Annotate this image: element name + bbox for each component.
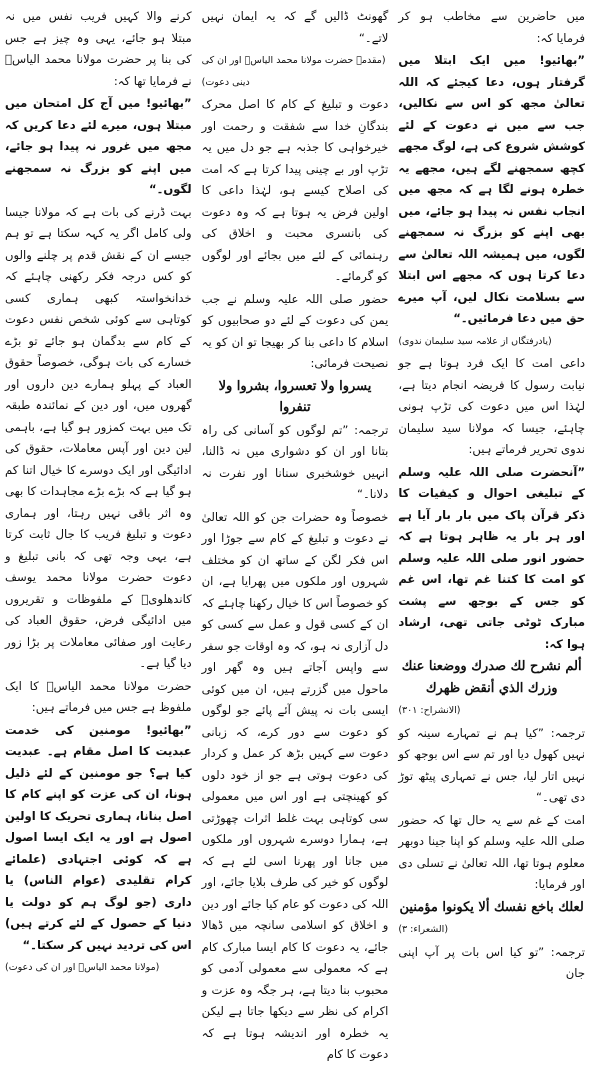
body-paragraph: ترجمہ: ”تم لوگوں کو آسانی کی راہ بتانا اور ان کو دشواری میں نہ ڈالنا، انہیں خوشخبری سنانا اور نفرت نہ دلانا۔“ (201, 422, 389, 501)
body-paragraph: امت کے غم سے یہ حال تھا کہ حضور صلی اللہ علیہ وسلم کو اپنا جینا دوبھر معلوم ہوتا تھا، اللہ تعالیٰ نے تسلی دی اور فرمایا: (398, 812, 585, 891)
column-right (398, 6, 585, 980)
quote-paragraph: ”آنحضرت صلی اللہ علیہ وسلم کے تبلیغی احوال و کیفیات کا ذکر قرآن پاک میں بار بار آیا ہے اور ہر بار یہ ظاہر ہوتا ہے کہ حضور انور صلی اللہ علیہ وسلم کو امت کا کتنا غم تھا، اس غم کو جس کے بوجھ سے پشت مبارک ٹوٹی جاتی تھی، ارشاد ہوا کہ: (398, 464, 585, 651)
body-paragraph: ترجمہ: ”تو کیا اس بات پر آپ اپنی جان (398, 944, 585, 980)
arabic-verse: ألم نشرح لك صدرك ووضعنا عنك وزرك الذي أنقض ظهرك (401, 659, 582, 696)
body-paragraph: ترجمہ: ”کیا ہم نے تمہارے سینہ کو نہیں کھول دیا اور تم سے اس بوجھ کو نہیں اتار لیا، جس نے تمہاری پیٹھ توڑ دی تھی۔“ (398, 725, 585, 804)
citation-reference: (یادرفتگاں از علامہ سید سلیمان ندوی) (398, 335, 552, 347)
body-paragraph: گھونٹ ڈالیں گے کہ یہ ایمان نہیں لاتے۔“ (201, 9, 389, 45)
citation-reference: (الانشراح: ۳۰۱) (398, 705, 461, 716)
body-paragraph: حضور صلی اللہ علیہ وسلم نے جب یمن کی دعوت کے لئے دو صحابیوں کو اسلام کا داعی بنا کر بھیجا تو ان کو یہ نصیحت فرمائی: (201, 291, 389, 370)
quote-paragraph: ”بھائیو! میں ایک ابتلا میں گرفتار ہوں، دعا کیجئے کہ اللہ تعالیٰ مجھ کو اس سے نکالیں، جب سے میں نے دعوت کے لئے کوشش شروع کی ہے، لوگ مجھے کچھ سمجھنے لگے ہیں، مجھے یہ خطرہ ہونے لگا ہے کہ مجھ میں انجاب نفس نہ پیدا ہو جائے، میں بھی اپنے کو بزرگ نہ سمجھنے لگوں، میں ہمیشہ اللہ تعالیٰ سے دعا کرتا ہوں کہ مجھے اس ابتلا سے بسلامت نکال لیں، آپ میرے حق میں دعا فرمائیں۔“ (398, 53, 585, 325)
column-left (4, 6, 192, 973)
body-paragraph: حضرت مولانا محمد الیاسؒ کا ایک ملفوظ ہے جس میں فرماتے ہیں: (4, 678, 192, 714)
body-paragraph: خصوصاً وہ حضرات جن کو اللہ تعالیٰ نے دعوت و تبلیغ کے کام سے جوڑا اور اس فکر لگن کے ساتھ ان کو مختلف شہروں اور ملکوں میں پھرایا ہے، ان کو خصوصاً اس کا خیال رکھنا چاہئے کہ ان کے کسی قول و عمل سے کسی کو دل آزاری نہ ہو، کہ وہ اوقات جو سفر سے واپس آجاتے ہیں وہ گھر اور ماحول میں گزرتے ہیں، ان میں کوئی ایسی بات نہ پیش آئے پائے جو لوگوں کو دعوت سے دور کرے، کہ زبانی دعوت سے کہیں بڑھ کر عمل و کردار کی دعوت ہوتی ہے جو از خود دلوں کو کھینچتی ہے اور اس میں معمولی سی کوتاہی بہت غلط اثرات چھوڑتی ہے، ہمارا دوسرے شہروں اور ملکوں میں جانا اور پھرنا اسی لئے ہے کہ لوگوں کو خیر کی طرف بلایا جائے، اور اللہ کی دعوت کو عام کیا جائے اور دین و اخلاق کو اسلامی سانچہ میں ڈھالا جائے، یہ دعوت کا کام ایسا مبارک کام ہے کہ معمولی سے معمولی آدمی کو محبوب بنا دیتا ہے، ہر جگہ وہ عزت و اکرام کی نظر سے دیکھا جاتا ہے لیکن یہ خطرہ اور اندیشہ ہوتا ہے کہ دعوت کا کام (201, 509, 389, 1061)
body-paragraph: داعی امت کا ایک فرد ہوتا ہے جو نیابت رسول کا فریضہ انجام دیتا ہے، لہٰذا اس میں دعوت کی تڑپ ہونی چاہئے، جیسا کہ مولانا سید سلیمان ندوی تحریر فرماتے ہیں: (398, 356, 585, 456)
body-paragraph: میں حاضرین سے مخاطب ہو کر فرمایا کہ: (398, 9, 585, 45)
body-paragraph: بہت ڈرنے کی بات ہے کہ مولانا جیسا ولی کامل اگر یہ کہہ سکتا ہے تو ہم جیسے ان کے نقش قدم پر چلنے والوں کو کس درجہ فکر رکھنی چاہئے کہ خدانخواستہ کبھی ہماری کسی کوتاہی سے کوئی شخص نفس دعوت کے کام سے بدگمان ہو جائے تو بڑے خسارے کی بات ہوگی، خصوصاً حقوق العباد کے پہلو ہمارے دین داروں اور گھروں میں، اور دین کے نمائندہ طبقہ تک میں بہت کمزور ہو گیا ہے، باہمی لین دین اور آپس معاملات، حقوق کی ادائیگی اور ایک دوسرے کا خیال اتنا کم ہو گیا ہے کہ بڑے بڑے مجاہدات کا بھی وہ اثر باقی نہیں رہتا، اور ہماری دعوت و تبلیغ فریب کا جال ثابت کرتا ہے، یہی وجہ تھی کہ بانی تبلیغ و دعوت حضرت مولانا محمد یوسف کاندھلویؒ کے ملفوظات و تقریروں میں ادائیگی فرض، حقوق العباد کی رعایت اور صفائی معاملات پر بڑا زور دیا گیا ہے۔ (4, 204, 192, 670)
citation-reference: (مولانا محمد الیاسؒ اور ان کی دعوت) (4, 962, 160, 973)
citation-reference: (مقدمہ حضرت مولانا محمد الیاسؒ اور ان کی دینی دعوت) (201, 55, 386, 88)
quote-paragraph: ”بھائیو! مومنین کی خدمت عبدیت کا اصل مقام ہے۔ عبدیت کیا ہے؟ جو مومنین کے لئے ذلیل ہونا، ان کی عزت کو اپنے کام کا اصل بنانا، ہماری تحریک کا اولین اصول ہے اور یہ ایک ایسا اصول ہے کہ کوئی اجتہادی (علمائے کرام تقلیدی (عوام الناس) یا داری (جو لوگ ہم کو دولت یا دنیا کے حصول کے لئے کرتے ہیں) اس کی تردید نہیں کر سکتا۔“ (4, 722, 192, 952)
body-paragraph: دعوت و تبلیغ کے کام کا اصل محرک بندگانِ خدا سے شفقت و رحمت اور خیرخواہی کا جذبہ ہے جو دل میں یہ تڑپ اور بے چینی پیدا کرتا ہے کہ امت کی اصلاح کیسے ہو، لہٰذا داعی کا اولین فرض یہ ہوتا ہے کہ وہ دعوت کی بانسری محبت و اخلاق کی رہنمائی کے لئے میں بجائے اور لوگوں کو گرمائے۔ (201, 97, 389, 283)
citation-reference: (الشعراء: ۳) (398, 924, 449, 935)
quote-paragraph: ”بھائیو! میں آج کل امتحان میں مبتلا ہوں، میرے لئے دعا کریں کہ مجھ میں غرور نہ پیدا ہو جائے، میں اپنے کو بزرگ نہ سمجھنے لگوں۔“ (4, 96, 192, 196)
column-middle (201, 6, 389, 1061)
body-paragraph: کرنے والا کہیں فریب نفس میں نہ مبتلا ہو جائے، یہی وہ چیز ہے جس کی بنا پر حضرت مولانا محمد الیاسؒ نے فرمایا تھا کہ: (4, 9, 192, 88)
arabic-verse: لعلك باخع نفسك ألا يكونوا مؤمنين (399, 899, 584, 915)
arabic-verse: يسروا ولا تعسروا، بشروا ولا تنفروا (218, 378, 372, 415)
